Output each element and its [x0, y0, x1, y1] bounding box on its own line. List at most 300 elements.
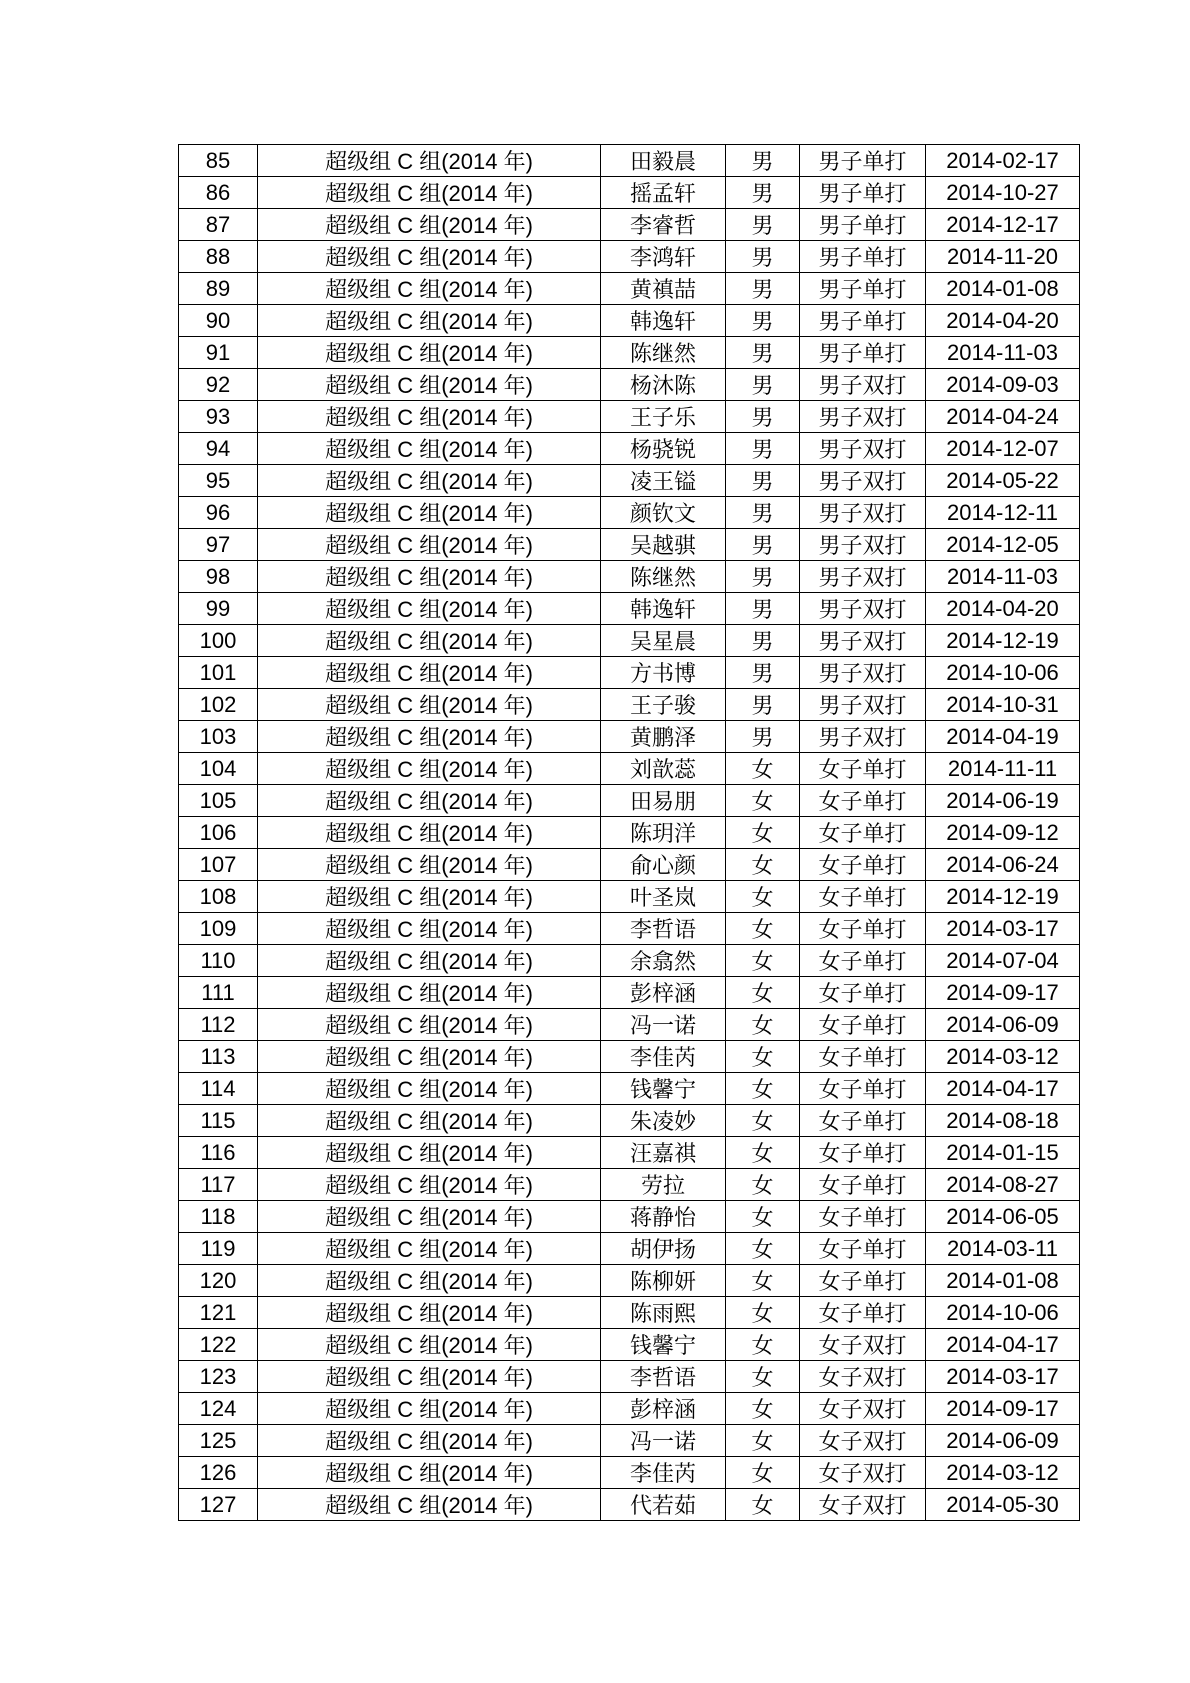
entry-event: 女子单打 — [800, 1137, 926, 1169]
entry-group: 超级组 C 组(2014 年) — [258, 337, 601, 369]
table-row — [179, 1201, 1080, 1233]
table-row — [179, 721, 1080, 753]
entry-number: 114 — [179, 1073, 258, 1105]
entry-gender: 男 — [726, 145, 800, 177]
entry-event: 女子双打 — [800, 1361, 926, 1393]
entry-gender: 女 — [726, 977, 800, 1009]
entry-group: 超级组 C 组(2014 年) — [258, 1297, 601, 1329]
entry-gender: 女 — [726, 1329, 800, 1361]
entry-number: 88 — [179, 241, 258, 273]
entry-group: 超级组 C 组(2014 年) — [258, 1489, 601, 1521]
entry-group: 超级组 C 组(2014 年) — [258, 849, 601, 881]
entry-number: 108 — [179, 881, 258, 913]
entry-name: 杨骁锐 — [601, 433, 726, 465]
entry-birthdate: 2014-06-24 — [926, 849, 1080, 881]
table-row — [179, 561, 1080, 593]
entry-birthdate: 2014-03-12 — [926, 1457, 1080, 1489]
entry-gender: 男 — [726, 241, 800, 273]
entry-number: 120 — [179, 1265, 258, 1297]
entry-name: 朱凌妙 — [601, 1105, 726, 1137]
entry-group: 超级组 C 组(2014 年) — [258, 401, 601, 433]
entry-event: 女子单打 — [800, 817, 926, 849]
entry-number: 124 — [179, 1393, 258, 1425]
entry-gender: 女 — [726, 1041, 800, 1073]
table-row — [179, 881, 1080, 913]
entry-number: 96 — [179, 497, 258, 529]
entry-number: 90 — [179, 305, 258, 337]
entry-gender: 男 — [726, 497, 800, 529]
entry-group: 超级组 C 组(2014 年) — [258, 241, 601, 273]
entry-name: 彭梓涵 — [601, 1393, 726, 1425]
table-row — [179, 1137, 1080, 1169]
table-row — [179, 977, 1080, 1009]
entry-birthdate: 2014-04-17 — [926, 1073, 1080, 1105]
entry-event: 男子单打 — [800, 177, 926, 209]
entry-number: 103 — [179, 721, 258, 753]
entry-group: 超级组 C 组(2014 年) — [258, 1425, 601, 1457]
entry-name: 韩逸轩 — [601, 593, 726, 625]
entry-number: 87 — [179, 209, 258, 241]
table-row — [179, 529, 1080, 561]
entry-group: 超级组 C 组(2014 年) — [258, 1457, 601, 1489]
entry-event: 女子单打 — [800, 1265, 926, 1297]
entry-number: 93 — [179, 401, 258, 433]
registration-table — [178, 144, 1080, 1521]
entry-gender: 女 — [726, 1233, 800, 1265]
entry-group: 超级组 C 组(2014 年) — [258, 721, 601, 753]
entry-group: 超级组 C 组(2014 年) — [258, 1201, 601, 1233]
entry-gender: 男 — [726, 465, 800, 497]
entry-event: 男子双打 — [800, 721, 926, 753]
entry-group: 超级组 C 组(2014 年) — [258, 593, 601, 625]
entry-name: 吴越骐 — [601, 529, 726, 561]
entry-gender: 女 — [726, 1361, 800, 1393]
entry-group: 超级组 C 组(2014 年) — [258, 945, 601, 977]
entry-birthdate: 2014-12-07 — [926, 433, 1080, 465]
entry-birthdate: 2014-12-05 — [926, 529, 1080, 561]
entry-number: 95 — [179, 465, 258, 497]
entry-gender: 女 — [726, 1073, 800, 1105]
entry-number: 98 — [179, 561, 258, 593]
entry-name: 韩逸轩 — [601, 305, 726, 337]
entry-group: 超级组 C 组(2014 年) — [258, 785, 601, 817]
entry-birthdate: 2014-08-27 — [926, 1169, 1080, 1201]
entry-number: 117 — [179, 1169, 258, 1201]
entry-number: 86 — [179, 177, 258, 209]
entry-event: 女子单打 — [800, 849, 926, 881]
entry-birthdate: 2014-12-17 — [926, 209, 1080, 241]
entry-number: 102 — [179, 689, 258, 721]
table-row — [179, 1361, 1080, 1393]
entry-event: 男子单打 — [800, 209, 926, 241]
entry-group: 超级组 C 组(2014 年) — [258, 561, 601, 593]
entry-group: 超级组 C 组(2014 年) — [258, 977, 601, 1009]
entry-name: 俞心颜 — [601, 849, 726, 881]
table-row — [179, 785, 1080, 817]
entry-name: 冯一诺 — [601, 1425, 726, 1457]
entry-birthdate: 2014-10-06 — [926, 657, 1080, 689]
entry-group: 超级组 C 组(2014 年) — [258, 433, 601, 465]
entry-gender: 女 — [726, 849, 800, 881]
entry-name: 王子乐 — [601, 401, 726, 433]
table-row — [179, 817, 1080, 849]
table-row — [179, 1233, 1080, 1265]
entry-event: 女子双打 — [800, 1489, 926, 1521]
entry-gender: 女 — [726, 881, 800, 913]
entry-group: 超级组 C 组(2014 年) — [258, 1233, 601, 1265]
entry-group: 超级组 C 组(2014 年) — [258, 689, 601, 721]
entry-number: 97 — [179, 529, 258, 561]
entry-group: 超级组 C 组(2014 年) — [258, 369, 601, 401]
entry-gender: 男 — [726, 529, 800, 561]
table-row — [179, 1329, 1080, 1361]
entry-birthdate: 2014-09-12 — [926, 817, 1080, 849]
entry-gender: 男 — [726, 593, 800, 625]
entry-event: 女子单打 — [800, 881, 926, 913]
entry-gender: 男 — [726, 401, 800, 433]
entry-birthdate: 2014-03-11 — [926, 1233, 1080, 1265]
entry-name: 陈继然 — [601, 337, 726, 369]
entry-gender: 女 — [726, 913, 800, 945]
entry-group: 超级组 C 组(2014 年) — [258, 209, 601, 241]
entry-birthdate: 2014-08-18 — [926, 1105, 1080, 1137]
table-row — [179, 145, 1080, 177]
table-row — [179, 433, 1080, 465]
table-row — [179, 177, 1080, 209]
entry-name: 李睿哲 — [601, 209, 726, 241]
entry-group: 超级组 C 组(2014 年) — [258, 1393, 601, 1425]
table-row — [179, 753, 1080, 785]
table-row — [179, 1489, 1080, 1521]
table-row — [179, 1009, 1080, 1041]
entry-birthdate: 2014-06-19 — [926, 785, 1080, 817]
entry-birthdate: 2014-06-09 — [926, 1425, 1080, 1457]
entry-name: 黄鹏泽 — [601, 721, 726, 753]
table-row — [179, 1425, 1080, 1457]
entry-event: 男子双打 — [800, 433, 926, 465]
entry-group: 超级组 C 组(2014 年) — [258, 1137, 601, 1169]
entry-number: 91 — [179, 337, 258, 369]
entry-group: 超级组 C 组(2014 年) — [258, 177, 601, 209]
entry-name: 余翕然 — [601, 945, 726, 977]
entry-group: 超级组 C 组(2014 年) — [258, 305, 601, 337]
entry-birthdate: 2014-12-19 — [926, 625, 1080, 657]
entry-gender: 女 — [726, 1169, 800, 1201]
entry-event: 男子双打 — [800, 689, 926, 721]
table-row — [179, 849, 1080, 881]
table-row — [179, 209, 1080, 241]
entry-gender: 女 — [726, 753, 800, 785]
entry-name: 劳拉 — [601, 1169, 726, 1201]
entry-group: 超级组 C 组(2014 年) — [258, 1169, 601, 1201]
entry-gender: 女 — [726, 817, 800, 849]
entry-name: 刘歆蕊 — [601, 753, 726, 785]
entry-gender: 女 — [726, 1137, 800, 1169]
entry-group: 超级组 C 组(2014 年) — [258, 145, 601, 177]
table-row — [179, 1297, 1080, 1329]
entry-gender: 男 — [726, 369, 800, 401]
entry-name: 叶圣岚 — [601, 881, 726, 913]
entry-event: 女子单打 — [800, 1009, 926, 1041]
entry-event: 女子单打 — [800, 1169, 926, 1201]
entry-number: 122 — [179, 1329, 258, 1361]
entry-group: 超级组 C 组(2014 年) — [258, 913, 601, 945]
entry-event: 女子双打 — [800, 1457, 926, 1489]
entry-group: 超级组 C 组(2014 年) — [258, 1041, 601, 1073]
entry-number: 100 — [179, 625, 258, 657]
entry-name: 钱馨宁 — [601, 1329, 726, 1361]
table-row — [179, 913, 1080, 945]
entry-gender: 女 — [726, 1105, 800, 1137]
entry-name: 王子骏 — [601, 689, 726, 721]
entry-event: 男子双打 — [800, 369, 926, 401]
entry-gender: 男 — [726, 433, 800, 465]
entry-number: 104 — [179, 753, 258, 785]
entry-name: 凌王镒 — [601, 465, 726, 497]
entry-event: 女子单打 — [800, 1073, 926, 1105]
entry-group: 超级组 C 组(2014 年) — [258, 817, 601, 849]
entry-gender: 女 — [726, 945, 800, 977]
entry-number: 119 — [179, 1233, 258, 1265]
entry-name: 陈玥洋 — [601, 817, 726, 849]
entry-event: 女子单打 — [800, 1041, 926, 1073]
entry-name: 钱馨宁 — [601, 1073, 726, 1105]
entry-gender: 男 — [726, 721, 800, 753]
entry-event: 女子单打 — [800, 753, 926, 785]
entry-group: 超级组 C 组(2014 年) — [258, 273, 601, 305]
entry-event: 女子双打 — [800, 1393, 926, 1425]
entry-name: 蒋静怡 — [601, 1201, 726, 1233]
table-row — [179, 401, 1080, 433]
table-row — [179, 1041, 1080, 1073]
entry-birthdate: 2014-05-22 — [926, 465, 1080, 497]
table-body — [179, 145, 1080, 1521]
entry-number: 116 — [179, 1137, 258, 1169]
entry-name: 陈继然 — [601, 561, 726, 593]
entry-number: 99 — [179, 593, 258, 625]
entry-event: 女子单打 — [800, 1201, 926, 1233]
entry-number: 121 — [179, 1297, 258, 1329]
table-row — [179, 689, 1080, 721]
entry-group: 超级组 C 组(2014 年) — [258, 1329, 601, 1361]
entry-event: 女子单打 — [800, 945, 926, 977]
entry-birthdate: 2014-04-20 — [926, 593, 1080, 625]
entry-name: 黄禛喆 — [601, 273, 726, 305]
entry-event: 男子双打 — [800, 625, 926, 657]
entry-group: 超级组 C 组(2014 年) — [258, 1361, 601, 1393]
entry-event: 女子单打 — [800, 1105, 926, 1137]
table-row — [179, 1073, 1080, 1105]
entry-birthdate: 2014-11-03 — [926, 561, 1080, 593]
entry-birthdate: 2014-02-17 — [926, 145, 1080, 177]
entry-birthdate: 2014-10-31 — [926, 689, 1080, 721]
entry-gender: 女 — [726, 1457, 800, 1489]
entry-number: 109 — [179, 913, 258, 945]
entry-number: 125 — [179, 1425, 258, 1457]
entry-birthdate: 2014-10-27 — [926, 177, 1080, 209]
entry-gender: 女 — [726, 785, 800, 817]
table-row — [179, 337, 1080, 369]
entry-gender: 男 — [726, 689, 800, 721]
entry-name: 李哲语 — [601, 1361, 726, 1393]
entry-name: 方书博 — [601, 657, 726, 689]
entry-gender: 女 — [726, 1201, 800, 1233]
entry-event: 男子双打 — [800, 529, 926, 561]
entry-event: 女子单打 — [800, 977, 926, 1009]
entry-name: 李鸿轩 — [601, 241, 726, 273]
entry-name: 汪嘉祺 — [601, 1137, 726, 1169]
entry-birthdate: 2014-11-20 — [926, 241, 1080, 273]
entry-group: 超级组 C 组(2014 年) — [258, 1009, 601, 1041]
entry-number: 112 — [179, 1009, 258, 1041]
entry-event: 女子单打 — [800, 913, 926, 945]
entry-number: 113 — [179, 1041, 258, 1073]
table-row — [179, 1265, 1080, 1297]
entry-event: 女子单打 — [800, 1297, 926, 1329]
entry-birthdate: 2014-04-24 — [926, 401, 1080, 433]
entry-birthdate: 2014-05-30 — [926, 1489, 1080, 1521]
entry-birthdate: 2014-10-06 — [926, 1297, 1080, 1329]
table-row — [179, 1457, 1080, 1489]
entry-group: 超级组 C 组(2014 年) — [258, 1105, 601, 1137]
entry-event: 男子双打 — [800, 401, 926, 433]
entry-birthdate: 2014-06-05 — [926, 1201, 1080, 1233]
table-row — [179, 945, 1080, 977]
entry-gender: 男 — [726, 337, 800, 369]
entry-name: 胡伊扬 — [601, 1233, 726, 1265]
entry-number: 85 — [179, 145, 258, 177]
table-row — [179, 625, 1080, 657]
entry-event: 男子双打 — [800, 465, 926, 497]
entry-number: 126 — [179, 1457, 258, 1489]
entry-number: 106 — [179, 817, 258, 849]
entry-name: 陈柳妍 — [601, 1265, 726, 1297]
entry-number: 92 — [179, 369, 258, 401]
entry-name: 李哲语 — [601, 913, 726, 945]
entry-gender: 女 — [726, 1489, 800, 1521]
entry-number: 110 — [179, 945, 258, 977]
entry-group: 超级组 C 组(2014 年) — [258, 529, 601, 561]
entry-group: 超级组 C 组(2014 年) — [258, 881, 601, 913]
registration-sheet — [178, 144, 1080, 1521]
entry-name: 杨沐陈 — [601, 369, 726, 401]
table-row — [179, 241, 1080, 273]
table-row — [179, 1105, 1080, 1137]
entry-gender: 女 — [726, 1009, 800, 1041]
entry-name: 彭梓涵 — [601, 977, 726, 1009]
entry-number: 123 — [179, 1361, 258, 1393]
entry-name: 李佳芮 — [601, 1041, 726, 1073]
entry-event: 男子单打 — [800, 337, 926, 369]
entry-gender: 女 — [726, 1393, 800, 1425]
table-row — [179, 593, 1080, 625]
entry-gender: 男 — [726, 561, 800, 593]
entry-birthdate: 2014-12-11 — [926, 497, 1080, 529]
entry-name: 李佳芮 — [601, 1457, 726, 1489]
entry-number: 94 — [179, 433, 258, 465]
entry-name: 吴星晨 — [601, 625, 726, 657]
table-row — [179, 465, 1080, 497]
entry-event: 男子单打 — [800, 145, 926, 177]
entry-birthdate: 2014-03-12 — [926, 1041, 1080, 1073]
entry-gender: 男 — [726, 209, 800, 241]
entry-birthdate: 2014-12-19 — [926, 881, 1080, 913]
entry-name: 颜钦文 — [601, 497, 726, 529]
table-row — [179, 273, 1080, 305]
table-row — [179, 1393, 1080, 1425]
entry-birthdate: 2014-04-17 — [926, 1329, 1080, 1361]
entry-birthdate: 2014-07-04 — [926, 945, 1080, 977]
entry-number: 111 — [179, 977, 258, 1009]
entry-number: 107 — [179, 849, 258, 881]
entry-name: 田毅晨 — [601, 145, 726, 177]
entry-group: 超级组 C 组(2014 年) — [258, 465, 601, 497]
entry-gender: 男 — [726, 273, 800, 305]
entry-event: 女子双打 — [800, 1425, 926, 1457]
entry-name: 冯一诺 — [601, 1009, 726, 1041]
entry-gender: 女 — [726, 1425, 800, 1457]
entry-event: 男子单打 — [800, 305, 926, 337]
entry-event: 男子双打 — [800, 497, 926, 529]
entry-event: 女子单打 — [800, 1233, 926, 1265]
entry-name: 陈雨熙 — [601, 1297, 726, 1329]
entry-name: 摇孟轩 — [601, 177, 726, 209]
entry-number: 89 — [179, 273, 258, 305]
entry-number: 127 — [179, 1489, 258, 1521]
entry-number: 118 — [179, 1201, 258, 1233]
entry-birthdate: 2014-04-19 — [926, 721, 1080, 753]
entry-event: 女子双打 — [800, 1329, 926, 1361]
entry-event: 男子单打 — [800, 241, 926, 273]
entry-group: 超级组 C 组(2014 年) — [258, 657, 601, 689]
table-row — [179, 1169, 1080, 1201]
entry-birthdate: 2014-11-11 — [926, 753, 1080, 785]
entry-birthdate: 2014-09-17 — [926, 977, 1080, 1009]
entry-event: 男子双打 — [800, 657, 926, 689]
entry-group: 超级组 C 组(2014 年) — [258, 1073, 601, 1105]
entry-birthdate: 2014-03-17 — [926, 913, 1080, 945]
entry-gender: 女 — [726, 1265, 800, 1297]
entry-gender: 男 — [726, 657, 800, 689]
entry-group: 超级组 C 组(2014 年) — [258, 1265, 601, 1297]
entry-birthdate: 2014-11-03 — [926, 337, 1080, 369]
entry-birthdate: 2014-03-17 — [926, 1361, 1080, 1393]
entry-event: 男子双打 — [800, 561, 926, 593]
entry-gender: 女 — [726, 1297, 800, 1329]
entry-group: 超级组 C 组(2014 年) — [258, 625, 601, 657]
entry-birthdate: 2014-01-08 — [926, 1265, 1080, 1297]
entry-event: 女子单打 — [800, 785, 926, 817]
table-row — [179, 305, 1080, 337]
entry-gender: 男 — [726, 625, 800, 657]
entry-gender: 男 — [726, 305, 800, 337]
entry-event: 男子双打 — [800, 593, 926, 625]
entry-number: 115 — [179, 1105, 258, 1137]
entry-number: 101 — [179, 657, 258, 689]
entry-group: 超级组 C 组(2014 年) — [258, 753, 601, 785]
entry-birthdate: 2014-09-03 — [926, 369, 1080, 401]
entry-birthdate: 2014-01-08 — [926, 273, 1080, 305]
entry-name: 代若茹 — [601, 1489, 726, 1521]
entry-birthdate: 2014-04-20 — [926, 305, 1080, 337]
entry-group: 超级组 C 组(2014 年) — [258, 497, 601, 529]
entry-birthdate: 2014-09-17 — [926, 1393, 1080, 1425]
entry-gender: 男 — [726, 177, 800, 209]
table-row — [179, 657, 1080, 689]
entry-event: 男子单打 — [800, 273, 926, 305]
table-row — [179, 369, 1080, 401]
table-row — [179, 497, 1080, 529]
